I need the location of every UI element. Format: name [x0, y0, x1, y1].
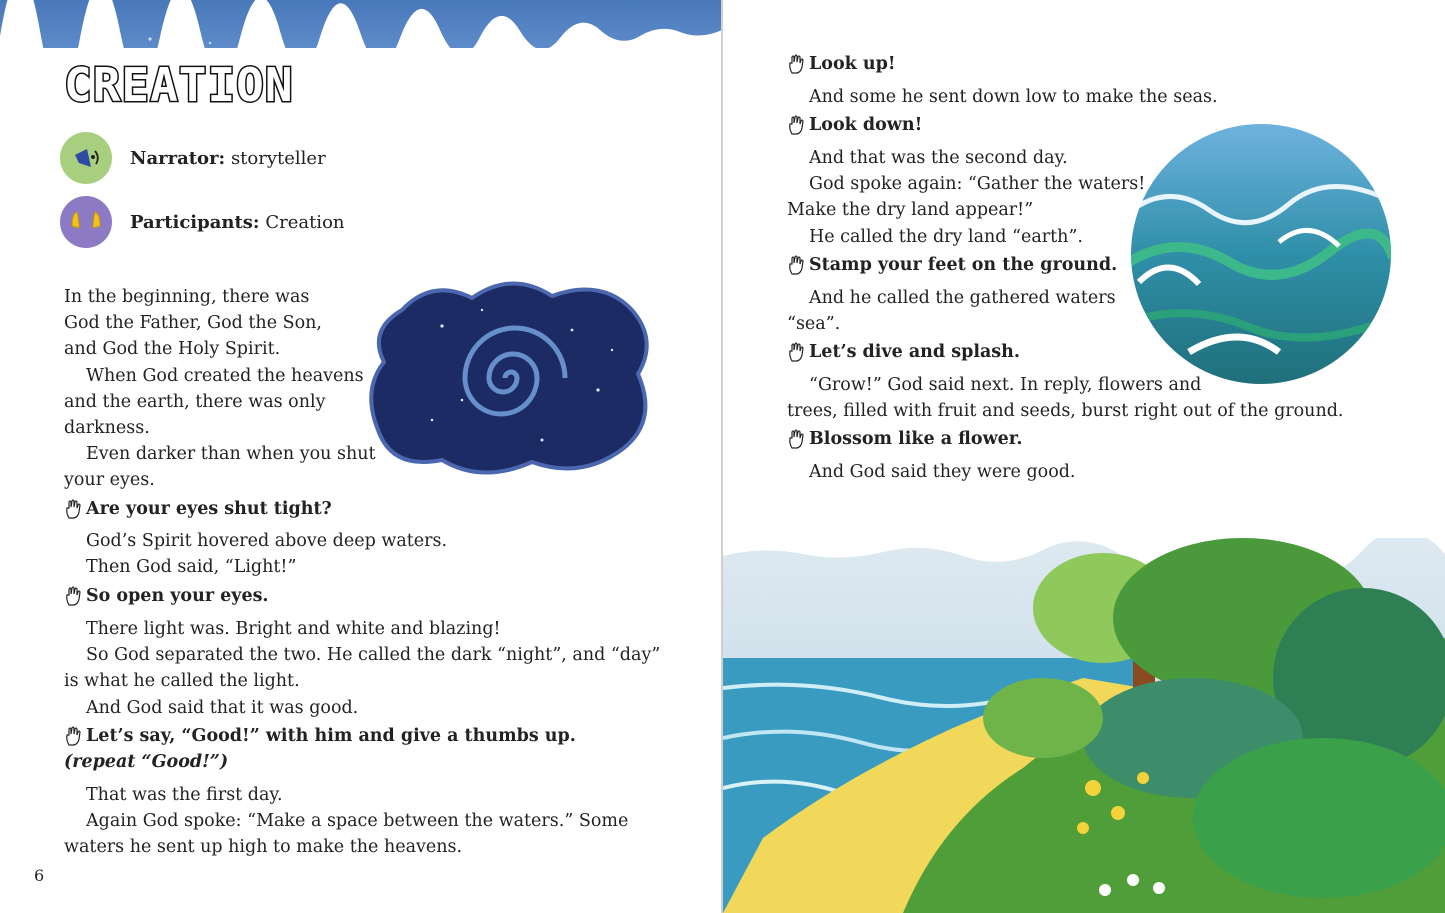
sea-paragraph: And he called the gathered waters “sea”.: [787, 288, 1116, 335]
hand-icon: [787, 429, 805, 449]
action-say-good: Let’s say, “Good!” with him and give a thumbs up.: [64, 726, 576, 746]
grow-paragraph: “Grow!” God said next. In reply, flowers and trees, filled with fruit and seeds, burst right out of the ground.: [787, 375, 1344, 422]
intro-paragraph: In the beginning, there was God the Father, God the Son, and God the Holy Spirit. When God created the heavens and the earth, there was only darkness. Even darker than when you shut your eyes.: [64, 287, 376, 491]
wave-illustration: [1129, 122, 1393, 386]
megaphone-icon: [60, 132, 112, 184]
action-eyes-shut: Are your eyes shut tight?: [64, 499, 332, 519]
participants-role: [60, 196, 345, 248]
hand-icon: [787, 54, 805, 74]
galaxy-illustration: [362, 270, 660, 484]
page-number: 6: [34, 866, 45, 885]
repeat-note: (repeat “Good!”): [64, 752, 229, 772]
action-open-eyes: So open your eyes.: [64, 586, 269, 606]
page-title: CREATION: [64, 58, 294, 112]
hand-icon: [787, 115, 805, 135]
hand-icon: [64, 726, 82, 746]
left-page: [0, 0, 722, 913]
second-day-paragraph: And that was the second day. God spoke again: “Gather the waters! Make the dry land appear!” He called the dry land “earth”.: [787, 148, 1146, 247]
action-blossom: Blossom like a flower.: [787, 429, 1022, 449]
narrator-role: [60, 132, 326, 184]
landscape-illustration: [723, 538, 1445, 913]
hand-icon: [787, 255, 805, 275]
light-paragraph: There light was. Bright and white and blazing! So God separated the two. He called the dark “night”, and “day” is what he called the light. And God said that it was good.: [64, 619, 661, 718]
action-stamp-feet: Stamp your feet on the ground.: [787, 255, 1117, 275]
right-page: [723, 0, 1445, 913]
first-day-paragraph: That was the first day. Again God spoke: “Make a space between the waters.” Some waters he sent up high to make the heavens.: [64, 785, 629, 858]
spirit-paragraph: God’s Spirit hovered above deep waters. Then God said, “Light!”: [86, 531, 448, 578]
hand-icon: [787, 342, 805, 362]
hand-icon: [64, 586, 82, 606]
participants-text: Participants: Creation: [130, 211, 345, 233]
sky-band-decoration: [0, 0, 722, 48]
action-look-down: Look down!: [787, 115, 922, 135]
good-paragraph: And God said they were good.: [809, 462, 1076, 482]
hand-icon: [64, 499, 82, 519]
hands-icon: [60, 196, 112, 248]
action-dive-splash: Let’s dive and splash.: [787, 342, 1020, 362]
seas-paragraph: And some he sent down low to make the seas.: [809, 87, 1218, 107]
action-look-up: Look up!: [787, 54, 896, 74]
narrator-text: Narrator: storyteller: [130, 147, 326, 169]
